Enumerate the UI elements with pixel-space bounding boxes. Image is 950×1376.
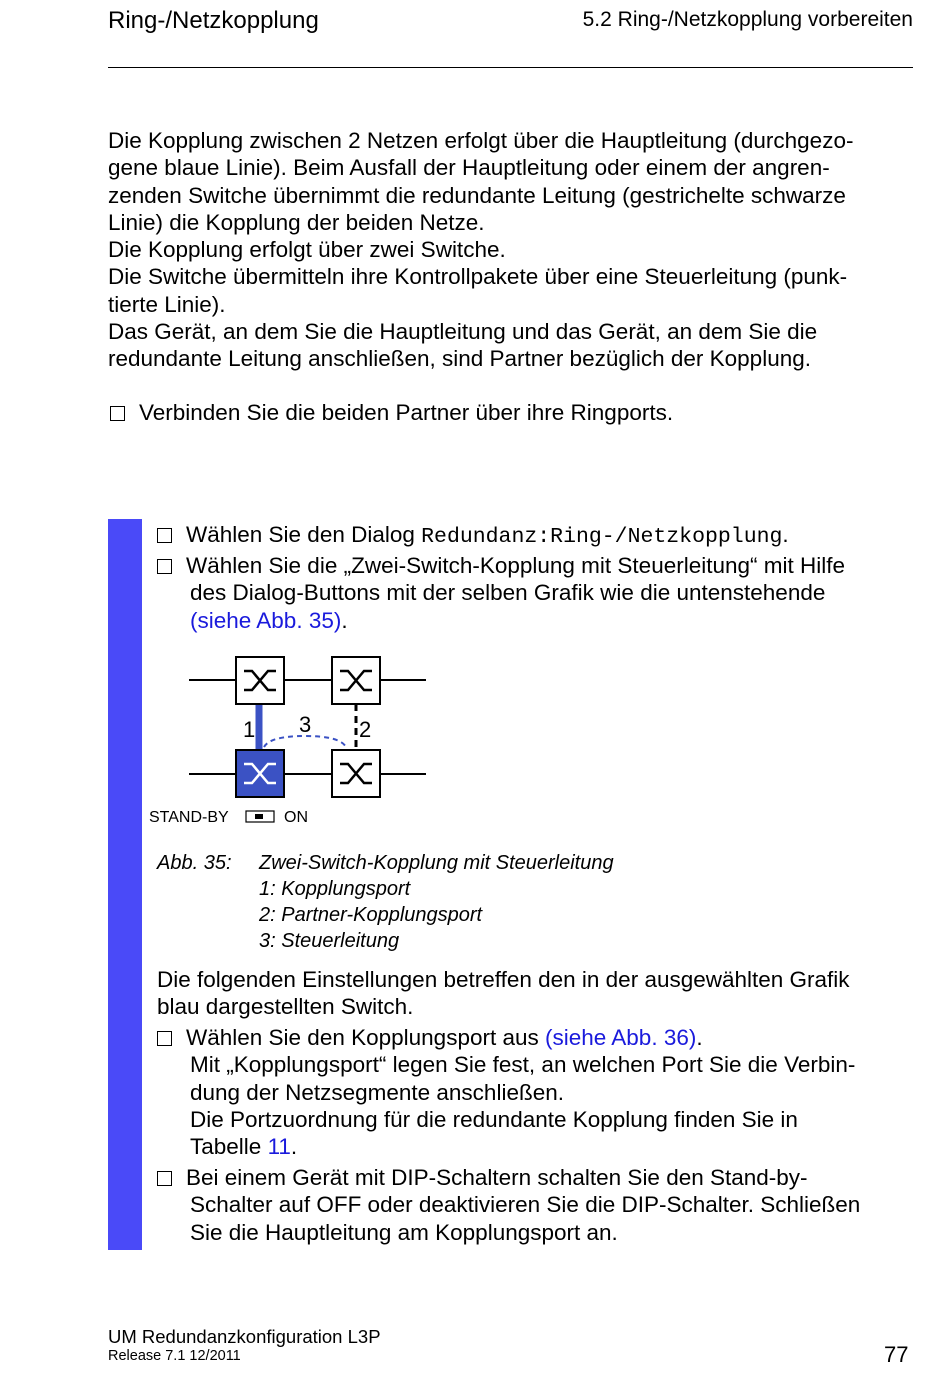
intro-line: Die Kopplung erfolgt über zwei Switche.	[108, 237, 506, 263]
footer-release: Release 7.1 12/2011	[108, 1348, 241, 1364]
footer-title: UM Redundanzkonfiguration L3P	[108, 1326, 381, 1347]
intro-line: Die Switche übermitteln ihre Kontrollpakete über eine Steuerleitung (punk-	[108, 264, 848, 290]
step-punct: .	[782, 522, 789, 547]
label-control-line: 3	[299, 712, 312, 737]
figure-caption	[259, 850, 614, 954]
intro-line: tierte Linie).	[108, 291, 226, 317]
step-connect-partners	[110, 399, 673, 426]
switch-icon	[236, 657, 284, 704]
table-link[interactable]: 11	[267, 1134, 291, 1160]
figure-link[interactable]: (siehe Abb. 35)	[190, 607, 342, 633]
intro-paragraph	[108, 127, 908, 373]
step-dip-switch	[157, 1164, 860, 1246]
step-text: Wählen Sie den Kopplungsport aus	[186, 1025, 545, 1050]
intro-line: gene blaue Linie). Beim Ausfall der Hauptleitung oder einem der angren-	[108, 155, 830, 181]
step-text: Schalter auf OFF oder deaktivieren Sie die DIP-Schalter. Schließen	[190, 1192, 861, 1218]
intro-line: Linie) die Kopplung der beiden Netze.	[108, 209, 485, 235]
step-text: Wählen Sie den Dialog	[186, 522, 422, 547]
step-text: Tabelle	[190, 1134, 268, 1160]
two-switch-coupling-diagram	[140, 648, 440, 833]
step-select-coupling-port	[157, 1024, 855, 1160]
settings-intro-line: blau dargestellten Switch.	[157, 994, 414, 1020]
step-punct: .	[290, 1134, 298, 1160]
step-text: Die Portzuordnung für die redundante Kopplung finden Sie in	[190, 1106, 798, 1132]
figure-link[interactable]: (siehe Abb. 36)	[545, 1025, 697, 1050]
step-punct: .	[696, 1025, 703, 1050]
caption-item: 3: Steuerleitung	[259, 930, 400, 952]
checkbox-icon	[110, 406, 125, 421]
gui-instruction-bar	[108, 519, 142, 1250]
step-text: dung der Netzsegmente anschließen.	[190, 1079, 564, 1105]
label-partner-port: 2	[359, 717, 372, 742]
caption-title: Zwei-Switch-Kopplung mit Steuerleitung	[259, 852, 614, 874]
figure-caption-number: Abb. 35:	[157, 852, 232, 874]
caption-item: 1: Kopplungsport	[259, 878, 411, 900]
intro-line: Das Gerät, an dem Sie die Hauptleitung und das Gerät, an dem Sie die	[108, 319, 818, 345]
switch-icon	[332, 750, 380, 797]
checkbox-icon	[157, 559, 172, 574]
intro-line: zenden Switche übernimmt die redundante Leitung (gestrichelte schwarze	[108, 182, 846, 208]
caption-item: 2: Partner-Kopplungsport	[259, 904, 483, 926]
dialog-name: Redundanz:Ring-/Netzkopplung	[421, 525, 783, 549]
settings-intro-line: Die folgenden Einstellungen betreffen den in der ausgewählten Grafik	[157, 967, 850, 992]
page-number: 77	[884, 1342, 909, 1367]
control-line	[264, 736, 346, 747]
intro-line: redundante Leitung anschließen, sind Partner bezüglich der Kopplung.	[108, 346, 811, 372]
step-select-mode	[157, 552, 845, 634]
step-text: des Dialog-Buttons mit der selben Grafik wie die untenstehende	[190, 580, 826, 606]
switch-icon	[332, 657, 380, 704]
step-text: Mit „Kopplungsport“ legen Sie fest, an welchen Port Sie die Verbin-	[190, 1052, 856, 1078]
step-punct: .	[341, 607, 348, 633]
step-select-dialog	[157, 521, 789, 551]
label-coupling-port: 1	[243, 717, 256, 742]
running-header-chapter: Ring-/Netzkopplung	[108, 7, 319, 34]
header-rule	[108, 67, 913, 68]
step-text: Sie die Hauptleitung am Kopplungsport an.	[190, 1219, 618, 1245]
checkbox-icon	[157, 1171, 172, 1186]
checkbox-icon	[157, 1031, 172, 1046]
settings-intro	[157, 966, 850, 1021]
step-text: Wählen Sie die „Zwei-Switch-Kopplung mit Steuerleitung“ mit Hilfe	[186, 553, 846, 578]
running-header-section: 5.2 Ring-/Netzkopplung vorbereiten	[582, 8, 913, 31]
on-label: ON	[284, 809, 308, 826]
step-text: Bei einem Gerät mit DIP-Schaltern schalten Sie den Stand-by-	[186, 1165, 808, 1190]
intro-line: Die Kopplung zwischen 2 Netzen erfolgt über die Hauptleitung (durchgezo-	[108, 128, 854, 153]
checkbox-icon	[157, 528, 172, 543]
standby-label: STAND-BY	[149, 809, 229, 826]
step-text: Verbinden Sie die beiden Partner über ihre Ringports.	[139, 400, 674, 425]
active-switch-icon	[236, 750, 284, 797]
standby-toggle-icon	[246, 811, 274, 822]
